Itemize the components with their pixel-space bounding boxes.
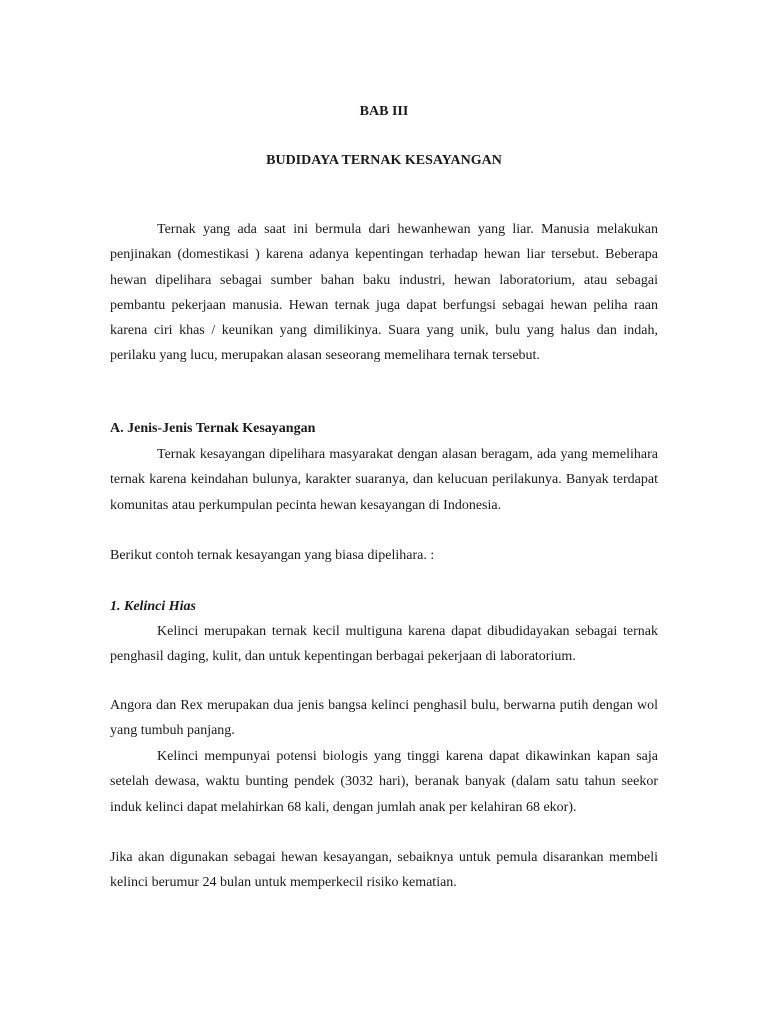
chapter-heading: BAB III	[359, 104, 409, 119]
section-a-list-intro: Berikut contoh ternak kesayangan yang biasa dipelihara. :	[110, 548, 435, 563]
subsection-1-paragraph-2: Angora dan Rex merupakan dua jenis bangsa kelinci penghasil bulu, berwarna putih dengan wol yang tumbuh panjang.	[110, 698, 658, 739]
subsection-1-paragraph-1: Kelinci merupakan ternak kecil multiguna karena dapat dibudidayakan sebagai ternak penghasil daging, kulit, dan untuk kepentingan berbagai pekerjaan di laboratorium.	[110, 624, 658, 665]
intro-paragraph: Ternak yang ada saat ini bermula dari hewanhewan yang liar. Manusia melakukan penjinakan (domestikasi ) karena adanya kepentingan terhadap hewan liar tersebut. Beberapa hewan dipelihara sebagai sumber bahan baku industri, hewan laboratorium, atau sebagai pembantu pekerjaan manusia. Hewan ternak juga dapat berfungsi sebagai hewan peliha raan karena ciri khas / keunikan yang dimilikinya. Suara yang unik, bulu yang halus dan indah, perilaku yang lucu, merupakan alasan seseorang memelihara ternak tersebut.	[110, 222, 658, 364]
subsection-1-paragraph-4: Jika akan digunakan sebagai hewan kesayangan, sebaiknya untuk pemula disarankan membeli kelinci berumur 24 bulan untuk memperkecil risiko kematian.	[110, 850, 658, 891]
chapter-title: BUDIDAYA TERNAK KESAYANGAN	[266, 153, 502, 168]
subsection-1-paragraph-3: Kelinci mempunyai potensi biologis yang tinggi karena dapat dikawinkan kapan saja setelah dewasa, waktu bunting pendek (3032 hari), beranak banyak (dalam satu tahun seekor induk kelinci dapat melahirkan 68 kali, dengan jumlah anak per kelahiran 68 ekor).	[110, 749, 658, 815]
section-a-heading: A. Jenis-Jenis Ternak Kesayangan	[110, 421, 316, 436]
section-a-paragraph: Ternak kesayangan dipelihara masyarakat dengan alasan beragam, ada yang memelihara ternak karena keindahan bulunya, karakter suaranya, dan kelucuan perilakunya. Banyak terdapat komunitas atau perkumpulan pecinta hewan kesayangan di Indonesia.	[110, 447, 658, 513]
subsection-1-heading: 1. Kelinci Hias	[110, 599, 196, 614]
